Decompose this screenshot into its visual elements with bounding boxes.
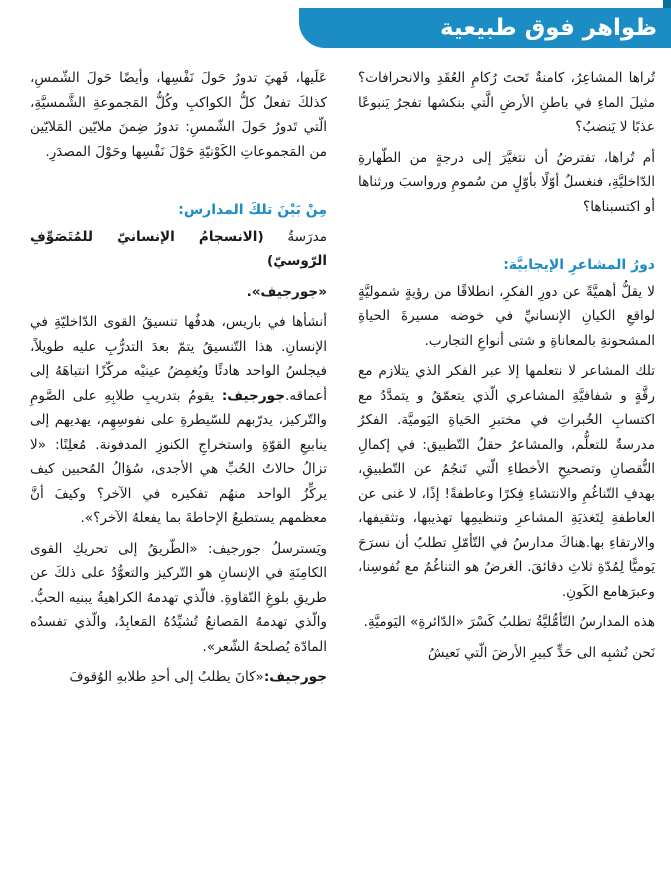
page-title: ظواهر فوق طبيعية [439,15,657,41]
school-prefix: مدرَسةُ [263,228,328,245]
paragraph: تُراها المشاعِرُ، كامنةٌ تَحتَ رُكامِ العُقَدِ والانحرافات؟ مثيلَ الماءِ في باطنِ الأرضِ الَّتي بنكشها تفجرُ يَنبوعًا عذبًا لا يَنضبُ؟ [358,70,655,135]
paragraph [30,310,327,531]
paragraph: أم تُراها، تفترضُ أن نتغيَّرَ إلى درجةٍ من الطّهارةِ الدّاخليَّةِ، فنغسلُ أوّلًا بأوّلٍ من سُمومِ ورواسبَ ورثناها أو اكتسبناها؟ [358,149,655,215]
right-column [358,66,655,671]
founder-label: «جورجيف». [246,283,327,300]
paragraph-text: أنشأها في باريس، هدفُها تنسيقُ القوى الدّاخليّةِ في الإنسانِ. هذا التّنسيقُ يتمّ بعدَ التدرُّبِ عليه طويلاً، فيجلسُ الواحد هادئًا ويُغمِضُ عينيْه مركّزًا انتباهَهُ إلى أعماقه. [30,314,327,404]
paragraph: عَلَيها، فَهيَ تدورُ حَولَ نَفْسِها، وأيضًا حَولَ الشّمسِ، كذلكَ تفعلُ كلُّ الكواكبِ وكُلُّ المَجموعةِ الشَّمسيَّةِ، الّتي تَدورُ حَولَ الشّمسِ: تدورُ ضِمنَ ملايّين المَلايّين من المَجموعاتِ الكَوْنيّةِ حَوْلَ نَفْسِها وحَوْلَ المصدَرِ. [30,70,327,160]
paragraph [30,665,327,690]
paragraph: ويَسترسلُ جورجيف: «الطّريقُ إلى تحريكِ القوى الكامِنَةِ في الإنسانِ هو التّركيز والتعوُّدُ على ذلكَ عن طريقِ بلوغِ النّقاوةِ. فالّذي تهدمهُ الكراهيةُ يبنيه الحبُّ. والّذي تهدمهُ المَصانعُ تُشيِّدُهُ المَعابِدُ، والّذي تفسدُه المادّة يُصلحهُ الشّعر». [30,540,327,655]
title-banner [299,8,671,48]
section-heading: دورُ المشاعرِ الإيجابيَّة: [503,257,655,273]
paragraph: نَحن نُشبِه الى حَدٍّ كبيرِ الأرضَ الّتي نَعيشُ [427,644,655,661]
paragraph: لا يقلُّ أهميَّةً عن دورِ الفكرِ، انطلاقًا من رؤيةٍ شموليَّةٍ لواقعِ الكيانِ الإنسانيِّ في خوضه مسيرةَ الحياةِ المشحونةِ بالمعاناةِ و شتى أنواعِ التجارب. [358,283,655,349]
section-heading: مِنْ بَيْنَ تلكَ المدارس: [178,202,327,218]
paragraph: هذه المدارسُ التّأمُّليَّةُ تطلبُ كَسْرَ «الدّائرةِ» اليَوميَّةِ. [363,614,655,630]
left-column [30,66,327,696]
speaker-label: جورجيف: [221,387,285,404]
speaker-label: جورجيف: [263,669,327,685]
paragraph: تلك المشاعر لا نتعلمها إلا عبر الفكر الذي يتلازم مع رقَّةٍ و شفافيَّةِ المشاعري الّذي يتعمّقُ و يتمدَّدُ مع اكتسابِ الخُبراتِ في مختبرِ الحَياةِ اليَوميَّة. الفكرُ مدرسةٌ للتعلُّم، والمشاعرُ حقلُ التّطبيق: في إكمالِ النُّقصانِ وتصحيحِ الأخطاءِ الّتي تَنجُمُ عن التّطبيقِ، بهدفِ التّناغُمِ والانتشاءِ فِكرًا وعاطفةً! إذًا، لا غنى عن العاطفةِ لِتَغذيَةِ المشاعرِ وتنظيمِها تهذيبها، وتثقيفها، والارتقاءِ بها.هناكَ مدارسُ في التّأمّلِ تطلبُ أن نسرَحَ يَوميًّا لِمُدّةِ ثلاثِ دقائقَ. الغرضُ هو التناغُمُ مع نُفوسِنا، وعبرَهامع الكَونِ. [358,363,655,600]
school-name: (الانسجامُ الإنسانيّ للمُتَصَوِّفِ الرّوسيّ) [30,228,327,269]
paragraph-text: «كانَ يطلبُ إلى أحدِ طلابهِ الوُقوفَ [69,669,264,685]
school-line [30,225,327,274]
paragraph-text: يقومُ بتدريبِ طلابِهِ على الصَّومِ والتّركيز، يدرّبهم للسّيطرةِ على نفوسِهِم، يهديهم إلى ينابيعِ القوّةِ واستخراجِ الكنوزِ المدفونة. مُعلِنًا: «لا تزالُ حالاتُ الحُبِّ هي الأجدى، سُؤالُ المُحبين كيف يركِّزُ الواحد منهُم تفكيره في الآخر؟ وكيفَ أنَّ معظمهم يستطيعُ الإحاطةَ بما يفعلهُ الآخر؟». [30,387,327,526]
